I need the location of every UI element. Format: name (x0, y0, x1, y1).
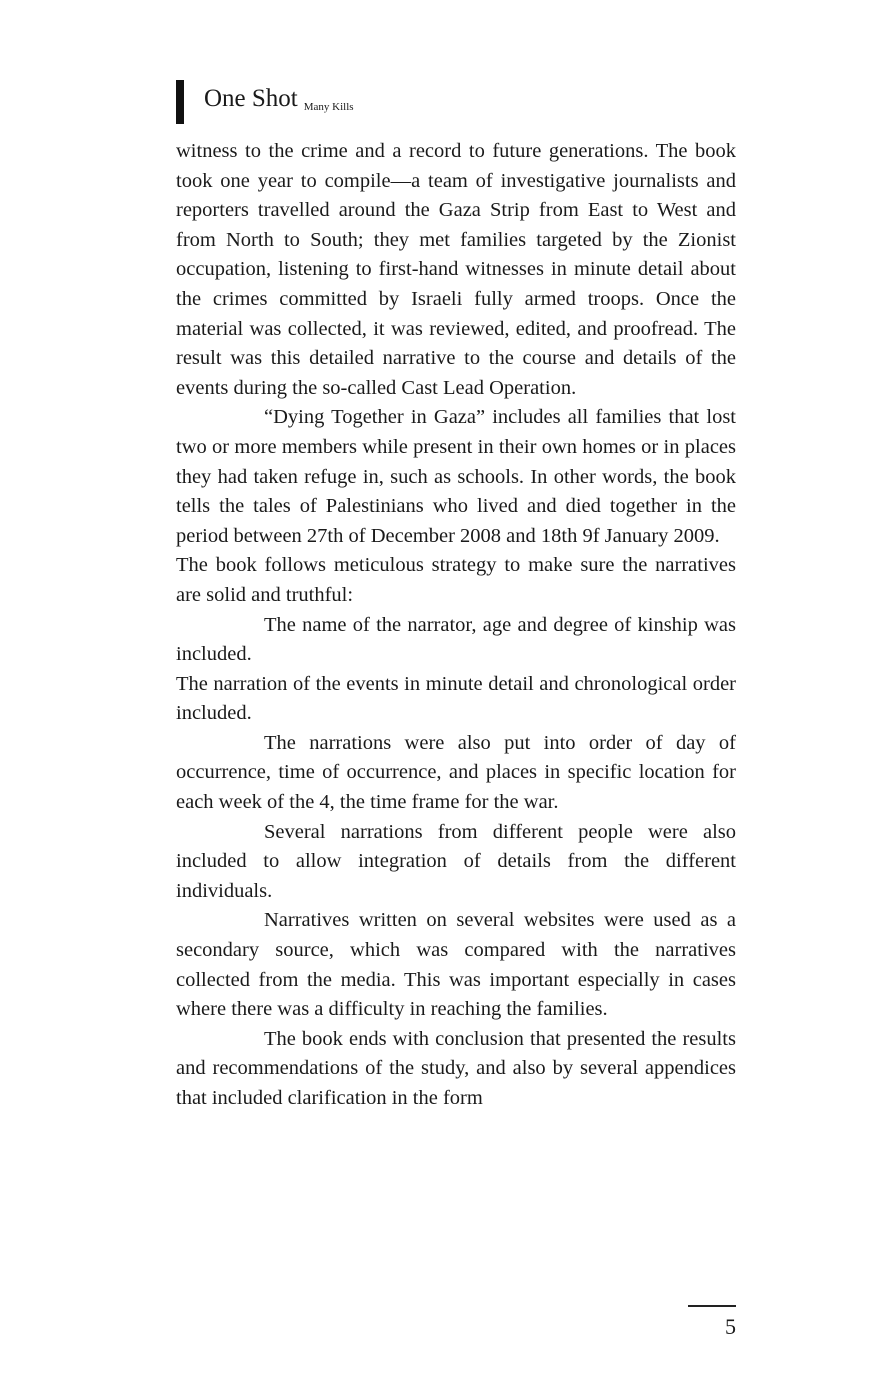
header-marker-bar (176, 80, 184, 124)
running-header (176, 80, 354, 124)
book-title-text: One Shot (204, 85, 298, 112)
paragraph-8: Narratives written on several websites were used as a secondary source, which was compared with the narratives collected from the media. This was important especially in cases where there was a difficulty in reaching the families. (176, 909, 736, 1021)
footer-rule (688, 1305, 736, 1307)
page-body-text (176, 137, 736, 1114)
paragraph-5: The narration of the events in minute detail and chronological order included. (176, 672, 736, 725)
paragraph-3: The book follows meticulous strategy to make sure the narratives are solid and truthful: (176, 554, 736, 606)
paragraph-6: The narrations were also put into order of day of occurrence, time of occurrence, and places in specific location for each week of the 4, the time frame for the war. (176, 731, 736, 814)
paragraph-1: witness to the crime and a record to future generations. The book took one year to compile—a team of investigative journalists and reporters travelled around the Gaza Strip from East to West and from North to South; they met families targeted by the Zionist occupation, listening to first-hand witnesses in minute detail about the crimes committed by Israeli fully armed troops. Once the material was collected, it was reviewed, edited, and proofread. The result was this detailed narrative to the course and details of the events during the so-called Cast Lead Operation. (176, 140, 736, 399)
book-subtitle: Many Kills (303, 101, 354, 113)
paragraph-7: Several narrations from different people were also included to allow integration of details from the different individuals. (176, 820, 736, 902)
book-title (204, 86, 354, 111)
paragraph-2: “Dying Together in Gaza” includes all families that lost two or more members while present in their own homes or in places they had taken refuge in, such as schools. In other words, the book tells the tales of Palestinians who lived and died together in the period between 27th of December 2008 and 18th 9f January 2009. (176, 406, 736, 547)
paragraph-9: The book ends with conclusion that presented the results and recommendations of the study, and also by several appendices that included clarification in the form (176, 1027, 736, 1109)
page-number: 5 (725, 1314, 736, 1339)
paragraph-4: The name of the narrator, age and degree of kinship was included. (176, 613, 736, 666)
